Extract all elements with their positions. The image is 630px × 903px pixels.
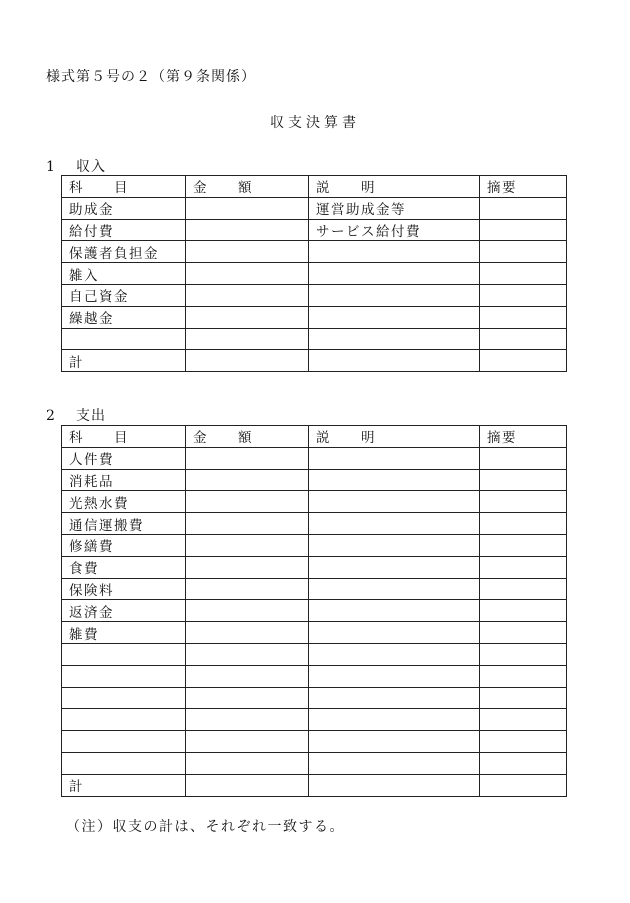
cell-item[interactable]: 食費 — [62, 556, 186, 578]
cell-amount[interactable] — [186, 513, 309, 535]
cell-description[interactable] — [309, 665, 480, 687]
expenditure-section-number: 2 — [46, 408, 56, 424]
cell-item[interactable]: 返済金 — [62, 600, 186, 622]
table-row — [62, 752, 567, 774]
income-heading — [46, 156, 106, 176]
table-row — [62, 328, 567, 350]
cell-remarks[interactable] — [480, 752, 567, 774]
cell-item[interactable]: 自己資金 — [62, 284, 186, 306]
cell-item[interactable] — [62, 731, 186, 753]
cell-remarks[interactable] — [480, 665, 567, 687]
table-row — [62, 241, 567, 263]
cell-description[interactable] — [309, 600, 480, 622]
cell-item[interactable]: 給付費 — [62, 219, 186, 241]
cell-amount[interactable] — [186, 752, 309, 774]
cell-remarks[interactable] — [480, 643, 567, 665]
column-header-amount: 金 額 — [186, 426, 309, 448]
cell-description[interactable] — [309, 491, 480, 513]
table-row — [62, 665, 567, 687]
form-number: 様式第５号の２（第９条関係） — [46, 69, 256, 85]
cell-item[interactable]: 保護者負担金 — [62, 241, 186, 263]
cell-amount[interactable] — [186, 534, 309, 556]
table-row — [62, 469, 567, 491]
cell-amount[interactable] — [186, 491, 309, 513]
cell-description[interactable] — [309, 534, 480, 556]
cell-amount[interactable] — [186, 284, 309, 306]
column-header-description: 説 明 — [309, 176, 480, 198]
cell-remarks[interactable] — [480, 709, 567, 731]
cell-description[interactable] — [309, 263, 480, 285]
cell-amount[interactable] — [186, 328, 309, 350]
income-table — [61, 175, 567, 372]
cell-amount[interactable] — [186, 665, 309, 687]
cell-amount[interactable] — [186, 774, 309, 796]
cell-description[interactable] — [309, 513, 480, 535]
cell-remarks[interactable] — [480, 513, 567, 535]
cell-item[interactable]: 保険料 — [62, 578, 186, 600]
cell-remarks[interactable] — [480, 219, 567, 241]
cell-item[interactable] — [62, 709, 186, 731]
column-header-remarks: 摘要 — [480, 176, 567, 198]
cell-remarks[interactable] — [480, 556, 567, 578]
table-row — [62, 197, 567, 219]
cell-description[interactable]: サービス給付費 — [309, 219, 480, 241]
cell-description[interactable] — [309, 578, 480, 600]
table-row — [62, 622, 567, 644]
cell-remarks[interactable] — [480, 306, 567, 328]
table-row — [62, 350, 567, 372]
cell-description[interactable] — [309, 752, 480, 774]
cell-amount[interactable] — [186, 731, 309, 753]
cell-amount[interactable] — [186, 447, 309, 469]
income-section-number: 1 — [46, 159, 56, 175]
cell-remarks[interactable] — [480, 328, 567, 350]
expenditure-section-label: 支出 — [76, 408, 106, 424]
cell-item[interactable] — [62, 752, 186, 774]
table-row — [62, 513, 567, 535]
document-title: 収支決算書 — [270, 115, 360, 131]
cell-description[interactable] — [309, 687, 480, 709]
cell-remarks[interactable] — [480, 284, 567, 306]
cell-item[interactable]: 助成金 — [62, 197, 186, 219]
cell-remarks[interactable] — [480, 774, 567, 796]
column-header-item: 科 目 — [62, 176, 186, 198]
cell-amount[interactable] — [186, 350, 309, 372]
income-header-row — [62, 176, 567, 198]
income-section-label: 収入 — [76, 159, 106, 175]
cell-item[interactable] — [62, 643, 186, 665]
table-row — [62, 774, 567, 796]
cell-amount[interactable] — [186, 643, 309, 665]
cell-description[interactable] — [309, 731, 480, 753]
cell-remarks[interactable] — [480, 447, 567, 469]
cell-description[interactable] — [309, 241, 480, 263]
table-row — [62, 687, 567, 709]
cell-amount[interactable] — [186, 197, 309, 219]
table-row — [62, 556, 567, 578]
expenditure-header-row — [62, 426, 567, 448]
column-header-amount: 金 額 — [186, 176, 309, 198]
cell-description[interactable] — [309, 643, 480, 665]
cell-item[interactable]: 修繕費 — [62, 534, 186, 556]
table-row — [62, 284, 567, 306]
column-header-item: 科 目 — [62, 426, 186, 448]
table-row — [62, 219, 567, 241]
cell-description[interactable] — [309, 622, 480, 644]
table-row — [62, 306, 567, 328]
cell-item[interactable] — [62, 328, 186, 350]
cell-description[interactable] — [309, 306, 480, 328]
cell-item[interactable]: 計 — [62, 350, 186, 372]
cell-remarks[interactable] — [480, 197, 567, 219]
cell-remarks[interactable] — [480, 622, 567, 644]
cell-remarks[interactable] — [480, 241, 567, 263]
table-row — [62, 491, 567, 513]
cell-item[interactable]: 消耗品 — [62, 469, 186, 491]
cell-amount[interactable] — [186, 241, 309, 263]
cell-amount[interactable] — [186, 306, 309, 328]
cell-remarks[interactable] — [480, 263, 567, 285]
cell-item[interactable]: 雑入 — [62, 263, 186, 285]
cell-amount[interactable] — [186, 622, 309, 644]
table-row — [62, 600, 567, 622]
cell-amount[interactable] — [186, 263, 309, 285]
table-row — [62, 263, 567, 285]
cell-remarks[interactable] — [480, 600, 567, 622]
cell-amount[interactable] — [186, 219, 309, 241]
cell-amount[interactable] — [186, 469, 309, 491]
cell-item[interactable]: 計 — [62, 774, 186, 796]
cell-remarks[interactable] — [480, 350, 567, 372]
cell-item[interactable] — [62, 665, 186, 687]
cell-description[interactable]: 運営助成金等 — [309, 197, 480, 219]
table-row — [62, 534, 567, 556]
cell-description[interactable] — [309, 469, 480, 491]
cell-amount[interactable] — [186, 600, 309, 622]
expenditure-table — [61, 425, 567, 797]
column-header-description: 説 明 — [309, 426, 480, 448]
cell-item[interactable]: 通信運搬費 — [62, 513, 186, 535]
table-row — [62, 447, 567, 469]
expenditure-heading — [46, 405, 106, 425]
column-header-remarks: 摘要 — [480, 426, 567, 448]
cell-description[interactable] — [309, 556, 480, 578]
cell-remarks[interactable] — [480, 534, 567, 556]
cell-item[interactable]: 人件費 — [62, 447, 186, 469]
cell-remarks[interactable] — [480, 578, 567, 600]
cell-remarks[interactable] — [480, 469, 567, 491]
cell-description[interactable] — [309, 284, 480, 306]
table-row — [62, 578, 567, 600]
cell-remarks[interactable] — [480, 731, 567, 753]
cell-item[interactable]: 光熱水費 — [62, 491, 186, 513]
table-row — [62, 709, 567, 731]
cell-amount[interactable] — [186, 709, 309, 731]
cell-amount[interactable] — [186, 578, 309, 600]
cell-description[interactable] — [309, 774, 480, 796]
cell-remarks[interactable] — [480, 491, 567, 513]
cell-amount[interactable] — [186, 556, 309, 578]
cell-item[interactable]: 雑費 — [62, 622, 186, 644]
cell-description[interactable] — [309, 328, 480, 350]
cell-item[interactable] — [62, 687, 186, 709]
cell-description[interactable] — [309, 709, 480, 731]
cell-amount[interactable] — [186, 687, 309, 709]
cell-remarks[interactable] — [480, 687, 567, 709]
table-row — [62, 643, 567, 665]
cell-description[interactable] — [309, 350, 480, 372]
footnote: （注）収支の計は、それぞれ一致する。 — [66, 819, 345, 835]
cell-item[interactable]: 繰越金 — [62, 306, 186, 328]
table-row — [62, 731, 567, 753]
cell-description[interactable] — [309, 447, 480, 469]
